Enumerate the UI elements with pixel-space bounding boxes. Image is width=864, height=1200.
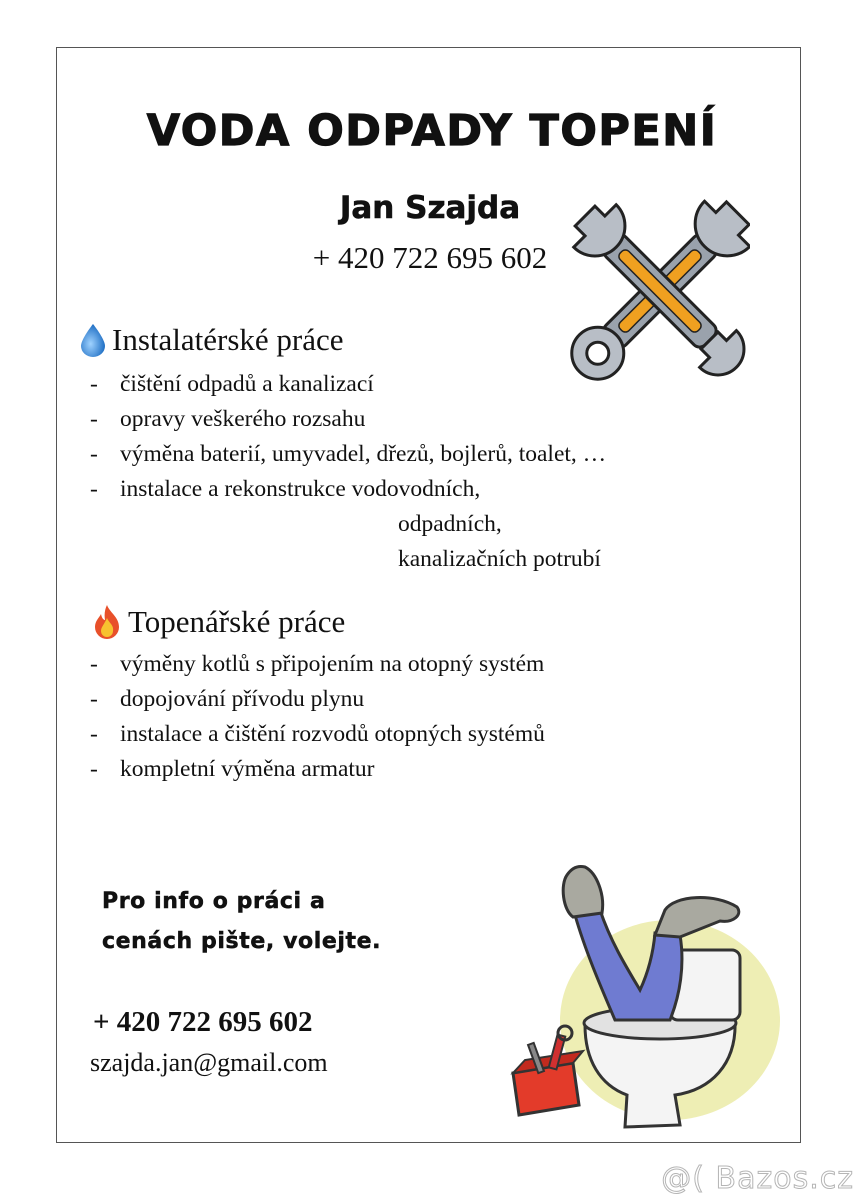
heating-heading-label: Topenářské práce (128, 604, 346, 639)
list-item: - výměny kotlů s připojením na otopný systém (90, 651, 545, 677)
plumbing-continuation-1: odpadních, (398, 511, 502, 537)
plumbing-heading (80, 322, 344, 358)
list-item: - instalace a rekonstrukce vodovodních, (90, 476, 481, 502)
bazos-watermark: @( Bazos.cz (661, 1161, 854, 1196)
plumber-cartoon-icon (505, 855, 780, 1130)
list-item: - instalace a čištění rozvodů otopných systémů (90, 721, 545, 747)
info-text (102, 882, 381, 962)
plumbing-list (90, 367, 606, 507)
list-item: - dopojování přívodu plynu (90, 686, 365, 712)
phone-bottom: + 420 722 695 602 (93, 1006, 313, 1038)
list-item: - čištění odpadů a kanalizací (90, 371, 374, 397)
contact-name: Jan Szajda (339, 190, 521, 226)
heating-heading (92, 604, 345, 640)
water-drop-icon (80, 323, 106, 357)
list-item: - výměna baterií, umyvadel, dřezů, bojlerů, toalet, … (90, 441, 607, 467)
flyer-title: VODA ODPADY TOPENÍ (146, 106, 718, 156)
email-address: szajda.jan@gmail.com (90, 1048, 328, 1077)
list-item: - opravy veškerého rozsahu (90, 406, 366, 432)
plumbing-continuation-2: kanalizačních potrubí (398, 546, 601, 572)
phone-top: + 420 722 695 602 (312, 240, 548, 275)
list-item: - kompletní výměna armatur (90, 756, 375, 782)
crossed-wrenches-icon (570, 196, 750, 386)
heating-list (90, 647, 545, 787)
flame-icon (92, 604, 122, 640)
info-line-2: cenách pište, volejte. (102, 929, 382, 954)
plumbing-heading-label: Instalatérské práce (112, 322, 344, 357)
info-line-1: Pro info o práci a (102, 889, 326, 914)
